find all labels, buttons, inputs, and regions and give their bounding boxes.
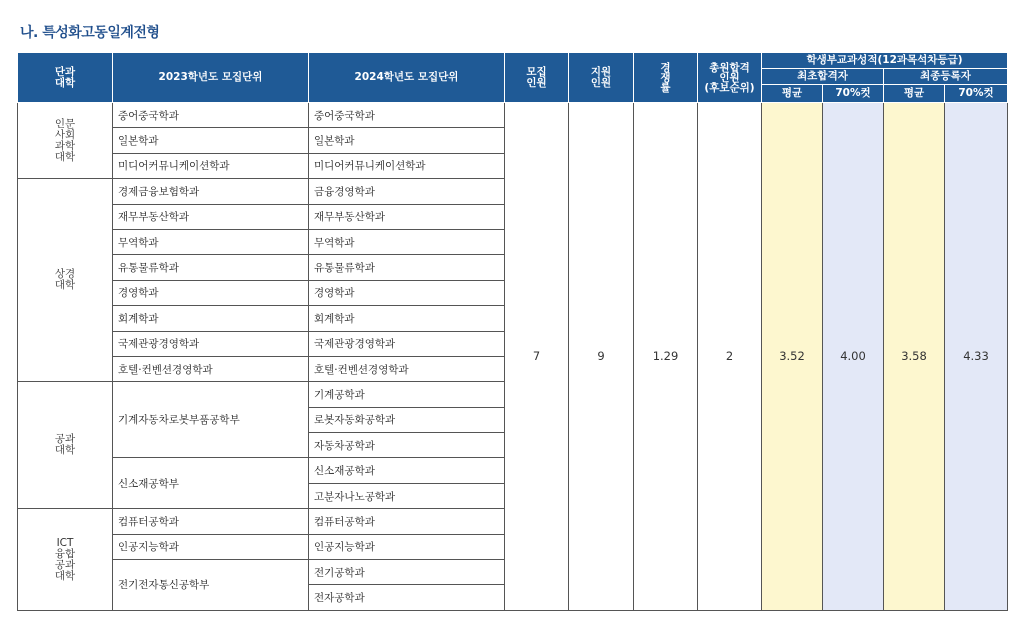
header-college: 단과 대학 (18, 53, 113, 103)
unit-2024: 회계학과 (309, 306, 505, 331)
unit-2023: 전기전자통신공학부 (113, 560, 309, 611)
college-humanities: 인문 사회 과학 대학 (18, 103, 113, 179)
header-recruit: 모집 인원 (505, 53, 569, 103)
unit-2023: 인공지능학과 (113, 534, 309, 559)
college-business: 상경 대학 (18, 179, 113, 382)
unit-2024: 중어중국학과 (309, 103, 505, 128)
unit-2024: 국제관광경영학과 (309, 331, 505, 356)
college-ict: ICT 융합 공과 대학 (18, 509, 113, 611)
table-row (18, 103, 1008, 128)
unit-2024: 전자공학과 (309, 585, 505, 610)
header-unit-2024: 2024학년도 모집단위 (309, 53, 505, 103)
header-final-avg: 평균 (884, 85, 945, 103)
unit-2024: 로봇자동화공학과 (309, 407, 505, 432)
section-title: 나. 특성화고동일계전형 (20, 25, 160, 41)
header-apply: 지원 인원 (569, 53, 634, 103)
header-final-reg: 최종등록자 (884, 69, 1008, 85)
unit-2023: 유통물류학과 (113, 255, 309, 280)
unit-2024: 금융경영학과 (309, 179, 505, 204)
final-reg-avg: 3.58 (884, 103, 945, 611)
admission-results-table (17, 52, 1008, 611)
unit-2024: 재무부동산학과 (309, 204, 505, 229)
unit-2024: 호텔·컨벤션경영학과 (309, 356, 505, 381)
unit-2024: 고분자나노공학과 (309, 483, 505, 508)
competition-rate: 1.29 (634, 103, 698, 611)
unit-2024: 신소재공학과 (309, 458, 505, 483)
unit-2023: 일본학과 (113, 128, 309, 153)
unit-2023: 기계자동차로봇부품공학부 (113, 382, 309, 458)
header-unit-2023: 2023학년도 모집단위 (113, 53, 309, 103)
unit-2024: 무역학과 (309, 229, 505, 254)
unit-2023: 국제관광경영학과 (113, 331, 309, 356)
unit-2023: 미디어커뮤니케이션학과 (113, 153, 309, 178)
unit-2024: 미디어커뮤니케이션학과 (309, 153, 505, 178)
header-first-pass: 최초합격자 (762, 69, 884, 85)
unit-2024: 컴퓨터공학과 (309, 509, 505, 534)
college-engineering: 공과 대학 (18, 382, 113, 509)
unit-2024: 전기공학과 (309, 560, 505, 585)
unit-2023: 컴퓨터공학과 (113, 509, 309, 534)
total-pass-count: 2 (698, 103, 762, 611)
unit-2024: 인공지능학과 (309, 534, 505, 559)
first-pass-cut70: 4.00 (823, 103, 884, 611)
header-first-avg: 평균 (762, 85, 823, 103)
recruit-count: 7 (505, 103, 569, 611)
header-grades: 학생부교과성적(12과목석차등급) (762, 53, 1008, 69)
unit-2024: 자동차공학과 (309, 433, 505, 458)
unit-2024: 경영학과 (309, 280, 505, 305)
unit-2023: 무역학과 (113, 229, 309, 254)
unit-2024: 유통물류학과 (309, 255, 505, 280)
header-competition: 경 쟁 률 (634, 53, 698, 103)
apply-count: 9 (569, 103, 634, 611)
final-reg-cut70: 4.33 (945, 103, 1008, 611)
header-first-cut70: 70%컷 (823, 85, 884, 103)
unit-2023: 호텔·컨벤션경영학과 (113, 356, 309, 381)
unit-2023: 신소재공학부 (113, 458, 309, 509)
header-total-pass: 총원합격 인원 (후보순위) (698, 53, 762, 103)
unit-2023: 회계학과 (113, 306, 309, 331)
unit-2023: 경제금융보험학과 (113, 179, 309, 204)
header-final-cut70: 70%컷 (945, 85, 1008, 103)
unit-2023: 경영학과 (113, 280, 309, 305)
unit-2023: 재무부동산학과 (113, 204, 309, 229)
first-pass-avg: 3.52 (762, 103, 823, 611)
unit-2024: 기계공학과 (309, 382, 505, 407)
unit-2023: 중어중국학과 (113, 103, 309, 128)
unit-2024: 일본학과 (309, 128, 505, 153)
